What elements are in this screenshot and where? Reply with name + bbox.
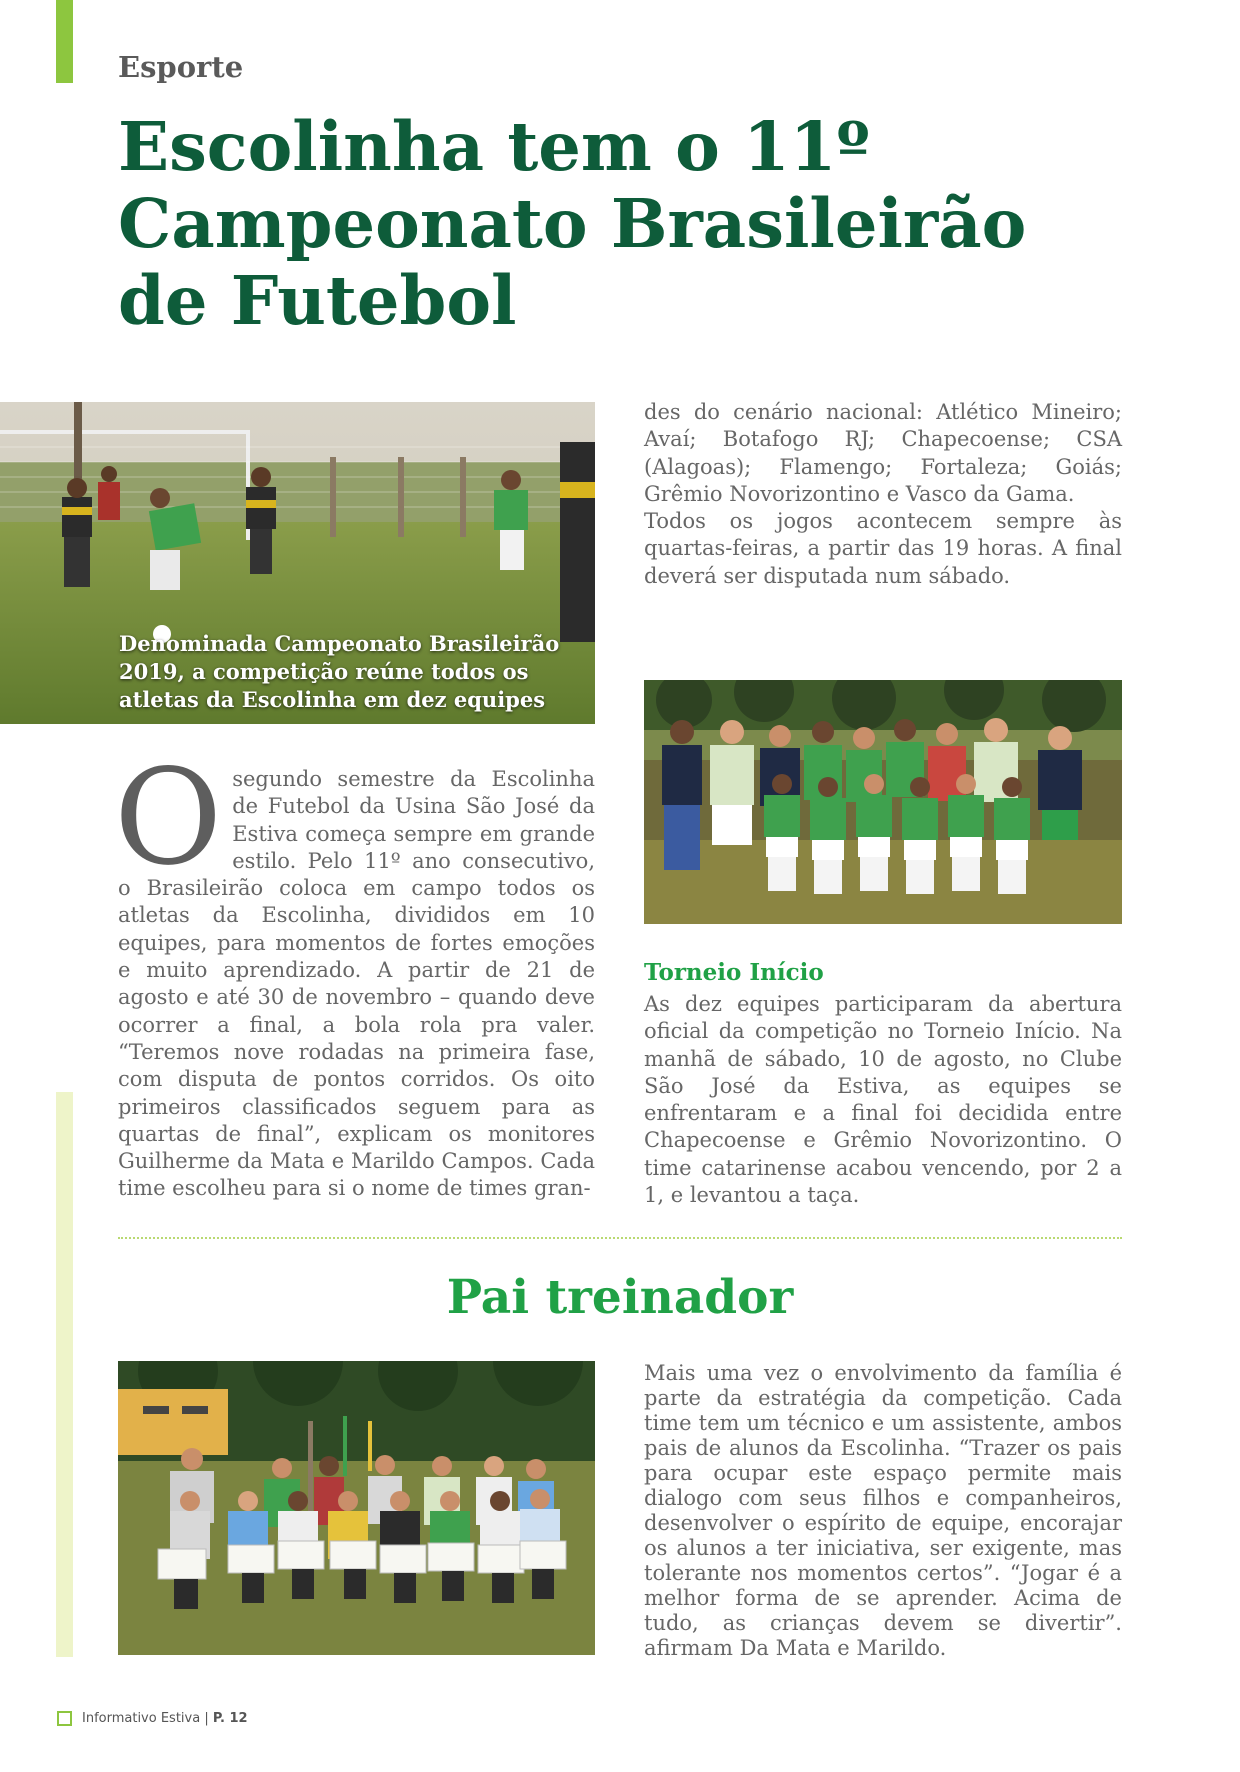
headline-line-3: de Futebol <box>118 261 517 340</box>
headline <box>118 108 1118 339</box>
drop-cap: O <box>114 741 223 895</box>
article-column-2-top <box>644 399 1122 590</box>
section-divider <box>118 1237 1122 1239</box>
pai-treinador-body: Mais uma vez o envolvimento da família é parte da estratégia da competição. Cada time tem um técnico e um assistente, ambos pais de alunos da Escolinha. “Trazer os pais para ocupar este espaço permite mais dialogo com seus filhos e companheiros, desenvolver o espírito de equipe, encorajar os alunos a ter iniciativa, ser exigente, mas tolerante nos momentos certos”. “Jogar é a melhor forma de se aprender. Acima de tudo, as crianças devem se divertir”. afirmam Da Mata e Marildo. <box>644 1361 1122 1660</box>
footer <box>82 1711 248 1726</box>
pai-treinador-heading: Pai treinador <box>446 1270 794 1325</box>
torneio-body: As dez equipes participaram da abertura oficial da competição no Torneio Início. Na manhã de sábado, 10 de agosto, no Clube São José da Estiva, as equipes se enfrentaram e a final foi decidida entre Chapecoense e Grêmio Novorizontino. O time catarinense acabou vencendo, por 2 a 1, e levantou a taça. <box>644 992 1122 1208</box>
accent-bar-side <box>56 1092 73 1657</box>
article-body-col2-p1: des do cenário nacional: Atlético Mineiro; Avaí; Botafogo RJ; Chapecoense; CSA (Alagoas); Flamengo; Fortaleza; Goiás; Grêmio Novorizontino e Vasco da Gama. <box>644 400 1122 506</box>
photo-caption: Denominada Campeonato Brasileirão 2019, a competição reúne todos os atletas da Escolinha em dez equipes <box>119 631 560 712</box>
team-photo <box>644 680 1122 924</box>
coaches-photo <box>118 1361 595 1655</box>
footer-publication: Informativo Estiva <box>82 1711 201 1726</box>
article-body-col2-p2: Todos os jogos acontecem sempre às quartas-feiras, a partir das 19 horas. A final deverá ser disputada num sábado. <box>644 509 1122 588</box>
article-body-col1: segundo semestre da Escolinha de Futebol da Usina São José da Estiva começa sempre em grande estilo. Pelo 11º ano consecutivo, o Brasileirão coloca em campo todos os atletas da Escolinha, divididos em 10 equipes, para momentos de fortes emoções e muito aprendizado. A partir de 21 de agosto e até 30 de novembro – quando deve ocorrer a final, a bola rola pra valer. “Teremos nove rodadas na primeira fase, com disputa de pontos corridos. Os oito primeiros classificados seguem para as quartas de final”, explicam os monitores Guilherme da Mata e Marildo Campos. Cada time escolheu para si o nome de times gran- <box>118 767 595 1201</box>
headline-line-2: Campeonato Brasileirão <box>118 184 1027 263</box>
accent-bar-top <box>56 0 73 83</box>
article-column-1 <box>114 741 595 1203</box>
headline-line-1: Escolinha tem o 11º <box>118 107 870 186</box>
footer-square-icon <box>57 1711 72 1726</box>
section-label: Esporte <box>118 50 244 84</box>
torneio-heading: Torneio Início <box>644 959 824 986</box>
footer-page-number: P. 12 <box>212 1711 248 1726</box>
footer-separator: | <box>204 1711 209 1726</box>
